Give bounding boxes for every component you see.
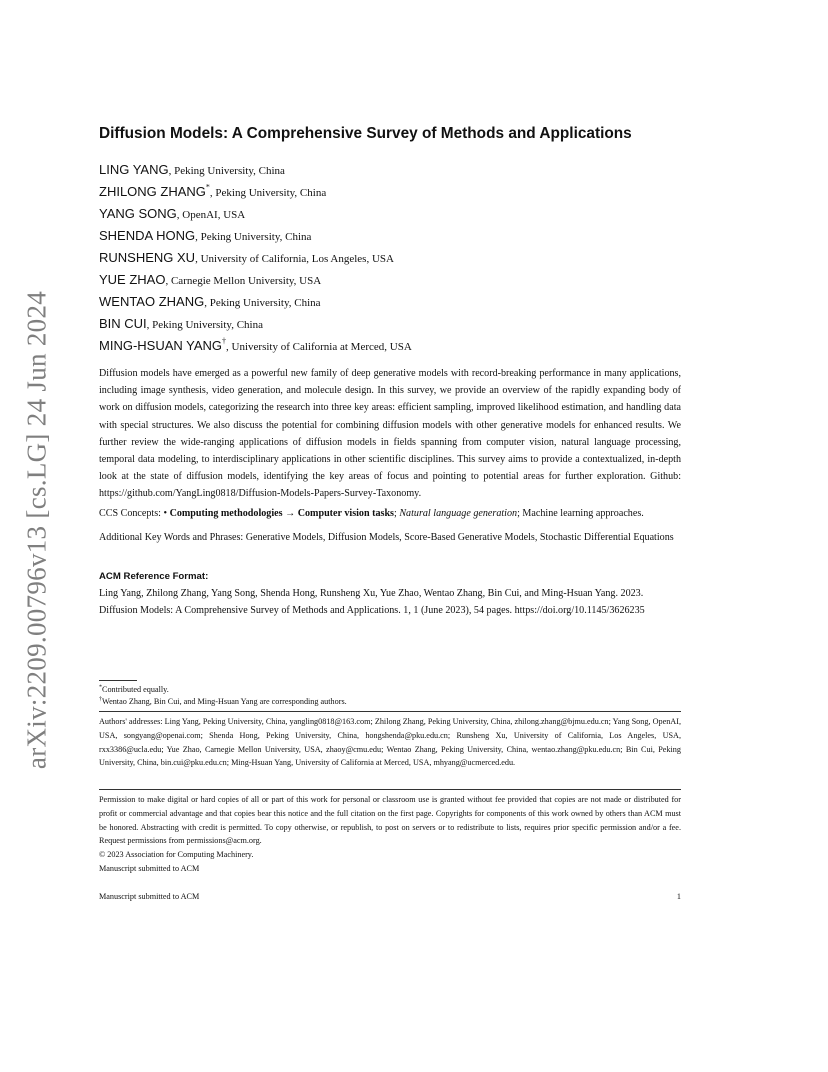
footnote-mark: † xyxy=(99,696,102,703)
author-affiliation: , University of California at Merced, USA xyxy=(226,341,412,353)
author-entry xyxy=(99,271,681,293)
author-entry xyxy=(99,337,681,359)
author-entry xyxy=(99,293,681,315)
author-name: ZHILONG ZHANG xyxy=(99,184,206,199)
footnote xyxy=(99,696,681,708)
manuscript-note: Manuscript submitted to ACM xyxy=(99,864,200,873)
acm-reference-heading: ACM Reference Format: xyxy=(99,571,209,582)
author-entry xyxy=(99,227,681,249)
author-name: BIN CUI xyxy=(99,316,147,331)
footnotes xyxy=(99,684,681,708)
author-affiliation: , Peking University, China xyxy=(195,231,312,243)
author-entry xyxy=(99,161,681,183)
ccs-rest: ; Machine learning approaches. xyxy=(517,508,644,519)
author-mark: † xyxy=(222,336,227,346)
paper-title: Diffusion Models: A Comprehensive Survey of Methods and Applications xyxy=(99,125,632,142)
author-entry xyxy=(99,249,681,271)
author-affiliation: , Peking University, China xyxy=(146,319,263,331)
permission-divider xyxy=(99,789,681,790)
author-entry xyxy=(99,315,681,337)
footnote-text: Wentao Zhang, Bin Cui, and Ming-Hsuan Yang are corresponding authors. xyxy=(102,697,347,706)
author-name: SHENDA HONG xyxy=(99,228,196,243)
page-number: 1 xyxy=(676,892,681,901)
arxiv-identifier: arXiv:2209.00796v13 [cs.LG] 24 Jun 2024 xyxy=(21,290,52,770)
author-name: RUNSHENG XU xyxy=(99,250,196,265)
author-affiliation: , Carnegie Mellon University, USA xyxy=(165,275,322,287)
ccs-concepts xyxy=(99,507,689,521)
author-list xyxy=(99,161,681,359)
ccs-prefix: CCS Concepts: • xyxy=(99,508,170,519)
ccs-separator: ; xyxy=(394,508,400,519)
author-name: YUE ZHAO xyxy=(99,272,166,287)
addresses-divider xyxy=(99,711,681,712)
acm-reference-citation: Diffusion Models: A Comprehensive Survey of Methods and Applications. 1, 1 (June 2023), 54 pages. https://doi.org/10.1145/3626235 xyxy=(99,605,645,616)
copyright-notice: © 2023 Association for Computing Machinery. xyxy=(99,850,254,859)
author-mark: * xyxy=(205,182,210,192)
author-affiliation: , Peking University, China xyxy=(204,297,321,309)
ccs-secondary-concept: Natural language generation xyxy=(399,508,518,519)
footnote-divider xyxy=(99,680,137,681)
author-affiliation: , Peking University, China xyxy=(168,165,285,177)
ccs-primary-concept: Computing methodologies → Computer vision tasks xyxy=(169,508,394,519)
author-name: LING YANG xyxy=(99,162,169,177)
acm-reference xyxy=(99,585,689,619)
footnote-text: Contributed equally. xyxy=(102,685,169,694)
author-entry xyxy=(99,205,681,227)
permission-notice: Permission to make digital or hard copies of all or part of this work for personal or classroom use is granted without fee provided that copies are not made or distributed for profit or commercial advantage and that copies bear this notice and the full citation on the first page. Copyrights for components of this work owned by others than ACM must be honored. Abstracting with credit is permitted. To copy otherwise, or republish, to post on servers or to redistribute to lists, requires prior specific permission and/or a fee. Request permissions from permissions@acm.org. xyxy=(99,795,681,846)
keywords: Additional Key Words and Phrases: Generative Models, Diffusion Models, Score-Based Generative Models, Stochastic Differential Equations xyxy=(99,532,674,543)
abstract: Diffusion models have emerged as a powerful new family of deep generative models with record-breaking performance in many applications, including image synthesis, video generation, and molecule design. In this survey, we provide an overview of the rapidly expanding body of work on diffusion models, categorizing the research into three key areas: efficient sampling, improved likelihood estimation, and handling data with special structures. We also discuss the potential for combining diffusion models with other generative models for enhanced results. We further review the wide-ranging applications of diffusion models in fields spanning from computer vision, natural language processing, temporal data modeling, to interdisciplinary applications in other scientific disciplines. This survey aims to provide a contextualized, in-depth look at the state of diffusion models, identifying the key areas of focus and pointing to potential areas for further exploration. Github: https://github.com/YangLing0818/Diffusion-Models-Papers-Survey-Taxonomy. xyxy=(99,368,681,500)
author-affiliation: , OpenAI, USA xyxy=(176,209,246,221)
footnote xyxy=(99,684,681,696)
author-affiliation: , University of California, Los Angeles, USA xyxy=(195,253,394,265)
author-name: YANG SONG xyxy=(99,206,177,221)
footer-text: Manuscript submitted to ACM xyxy=(99,892,200,901)
author-entry xyxy=(99,183,681,205)
footnote-mark: * xyxy=(99,684,102,691)
author-name: MING-HSUAN YANG xyxy=(99,338,223,353)
acm-reference-authors: Ling Yang, Zhilong Zhang, Yang Song, Shenda Hong, Runsheng Xu, Yue Zhao, Wentao Zhang, Bin Cui, and Ming-Hsuan Yang. 2023. xyxy=(99,588,644,599)
arxiv-stamp xyxy=(0,0,70,1072)
author-name: WENTAO ZHANG xyxy=(99,294,205,309)
authors-addresses: Authors' addresses: Ling Yang, Peking University, China, yangling0818@163.com; Zhilong Zhang, Peking University, China, zhilong.zhang@bjmu.edu.cn; Yang Song, OpenAI, USA, songyang@openai.com; Shenda Hong, Peking University, China, hongshenda@pku.edu.cn; Runsheng Xu, University of California, Los Angeles, USA, rxx3386@ucla.edu; Yue Zhao, Carnegie Mellon University, USA, zhaoy@cmu.edu; Wentao Zhang, Peking University, China, wentao.zhang@pku.edu.cn; Bin Cui, Peking University, China, bin.cui@pku.edu.cn; Ming-Hsuan Yang, University of California at Merced, USA, mhyang@ucmerced.edu. xyxy=(99,717,681,768)
author-affiliation: , Peking University, China xyxy=(209,187,327,199)
